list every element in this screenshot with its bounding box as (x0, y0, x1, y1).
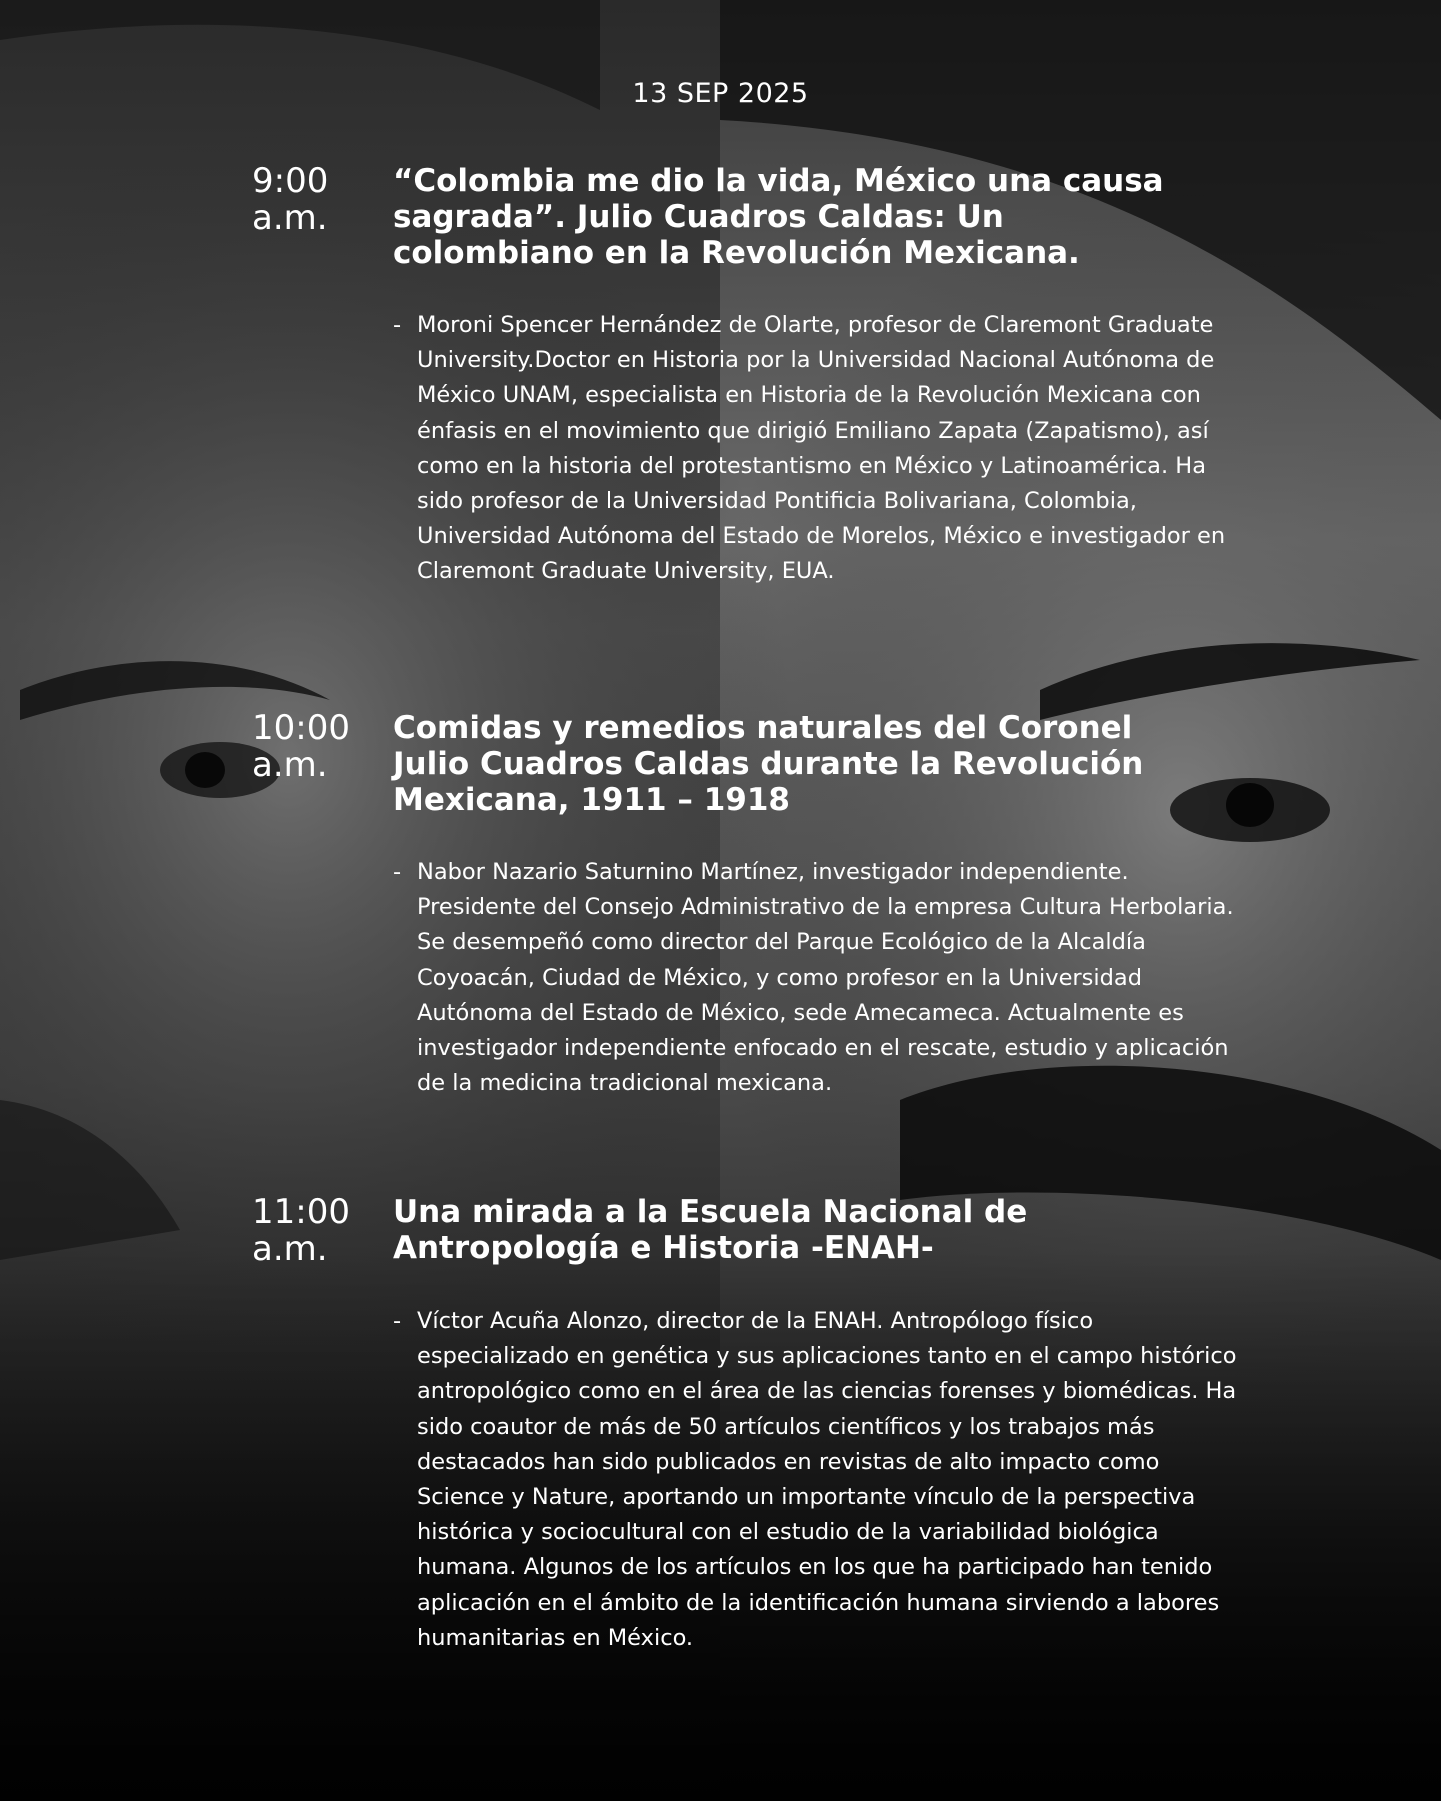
time-hour: 10:00 (252, 708, 350, 748)
event-date: 13 SEP 2025 (632, 78, 809, 109)
time-hour: 9:00 (252, 161, 329, 201)
time-hour: 11:00 (252, 1192, 350, 1232)
session-time (252, 163, 382, 237)
speaker-entry (393, 308, 1243, 590)
speaker-entry (393, 1304, 1243, 1656)
session-time (252, 1194, 382, 1268)
list-marker: - (393, 859, 402, 885)
session-title: “Colombia me dio la vida, México una causa sagrada”. Julio Cuadros Caldas: Un colombiano en la Revolución Mexicana. (393, 163, 1164, 271)
speaker-entry (393, 855, 1243, 1101)
speaker-bio: Moroni Spencer Hernández de Olarte, profesor de Claremont Graduate University.Doctor en Historia por la Universidad Nacional Autónoma de México UNAM, especialista en Historia de la Revolución Mexicana con énfasis en el movimiento que dirigió Emiliano Zapata (Zapatismo), así como en la historia del protestantismo en México y Latinoamérica. Ha sido profesor de la Universidad Pontificia Bolivariana, Colombia, Universidad Autónoma del Estado de Morelos, México e investigador en Claremont Graduate University, EUA. (417, 312, 1226, 585)
time-period: a.m. (252, 745, 328, 785)
list-marker: - (393, 1308, 402, 1334)
list-marker: - (393, 312, 402, 338)
speaker-bio: Víctor Acuña Alonzo, director de la ENAH. Antropólogo físico especializado en genética y sus aplicaciones tanto en el campo histórico antropológico como en el área de las ciencias forenses y biomédicas. Ha sido coautor de más de 50 artículos científicos y los trabajos más destacados han sido publicados en revistas de alto impacto como Science y Nature, aportando un importante vínculo de la perspectiva histórica y sociocultural con el estudio de la variabilidad biológica humana. Algunos de los artículos en los que ha participado han tenido aplicación en el ámbito de la identificación humana sirviendo a labores humanitarias en México. (417, 1308, 1237, 1651)
time-period: a.m. (252, 198, 328, 238)
speaker-bio: Nabor Nazario Saturnino Martínez, investigador independiente. Presidente del Consejo Administrativo de la empresa Cultura Herbolaria. Se desempeñó como director del Parque Ecológico de la Alcaldía Coyoacán, Ciudad de México, y como profesor en la Universidad Autónoma del Estado de México, sede Amecameca. Actualmente es investigador independiente enfocado en el rescate, estudio y aplicación de la medicina tradicional mexicana. (417, 859, 1234, 1097)
session-title: Comidas y remedios naturales del Coronel Julio Cuadros Caldas durante la Revolución Mexicana, 1911 – 1918 (393, 710, 1144, 818)
session-title: Una mirada a la Escuela Nacional de Antropología e Historia -ENAH- (393, 1194, 1028, 1266)
time-period: a.m. (252, 1229, 328, 1269)
session-time (252, 710, 382, 784)
